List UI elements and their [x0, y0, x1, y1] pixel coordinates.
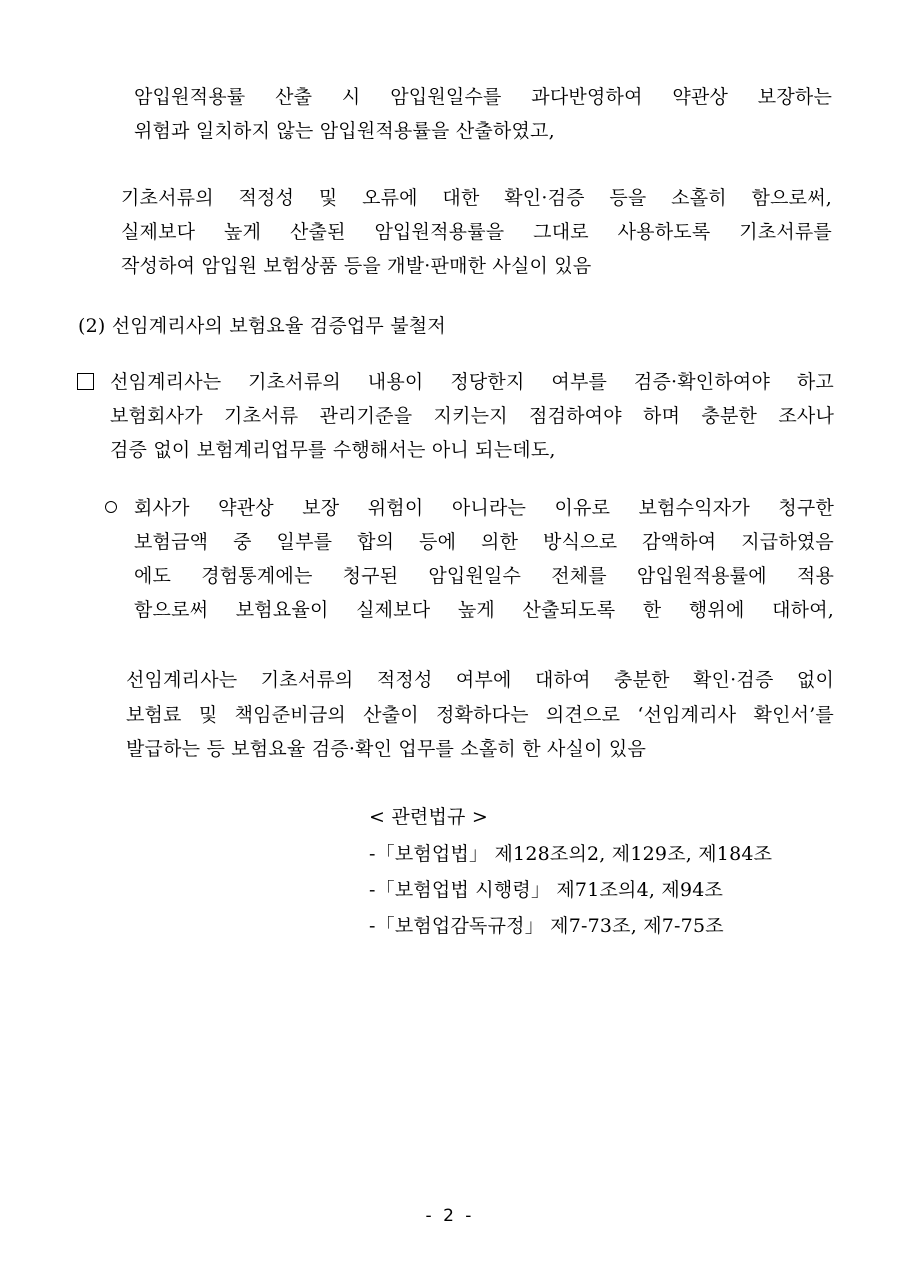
checkbox-bullet-icon	[77, 373, 94, 390]
para1-line1: 암입원적용률 산출 시 암입원일수를 과다반영하여 약관상 보장하는	[134, 86, 832, 108]
circle-item-line4: 함으로써 보험요율이 실제보다 높게 산출되도록 한 행위에 대하여,	[134, 599, 834, 621]
para3-line1: 선임계리사는 기초서류의 적정성 여부에 대하여 충분한 확인·검증 없이	[126, 669, 834, 691]
para3-line2: 보험료 및 책임준비금의 산출이 정확하다는 의견으로 ‘선임계리사 확인서’를	[126, 704, 834, 726]
para3-line3: 발급하는 등 보험요율 검증·확인 업무를 소홀히 한 사실이 있음	[126, 738, 647, 760]
circle-item-line3: 에도 경험통계에는 청구된 암입원일수 전체를 암입원적용률에 적용	[134, 565, 834, 587]
circle-item-line1: 회사가 약관상 보장 위험이 아니라는 이유로 보험수익자가 청구한	[134, 497, 834, 519]
para2-line2: 실제보다 높게 산출된 암입원적용률을 그대로 사용하도록 기초서류를	[121, 221, 832, 243]
para1-line2: 위험과 일치하지 않는 암입원적용률을 산출하였고,	[134, 120, 555, 142]
regulation-item: -「보험업감독규정」 제7-73조, 제7-75조	[369, 915, 724, 937]
para2-line3: 작성하여 암입원 보험상품 등을 개발·판매한 사실이 있음	[121, 255, 592, 277]
regulations-title: < 관련법규 >	[369, 806, 488, 828]
circle-item-line2: 보험금액 중 일부를 합의 등에 의한 방식으로 감액하여 지급하였음	[134, 531, 834, 553]
box-item-line1: 선임계리사는 기초서류의 내용이 정당한지 여부를 검증·확인하여야 하고	[110, 371, 834, 393]
para2-line1: 기초서류의 적정성 및 오류에 대한 확인·검증 등을 소홀히 함으로써,	[121, 187, 832, 209]
circle-bullet-icon	[105, 501, 117, 513]
section-heading: (2) 선임계리사의 보험요율 검증업무 불철저	[78, 315, 446, 337]
box-item-line2: 보험회사가 기초서류 관리기준을 지키는지 점검하여야 하며 충분한 조사나	[110, 405, 834, 427]
regulation-item: -「보험업법 시행령」 제71조의4, 제94조	[369, 879, 724, 901]
regulation-item: -「보험업법」 제128조의2, 제129조, 제184조	[369, 843, 773, 865]
page-number: - 2 -	[425, 1206, 475, 1226]
box-item-line3: 검증 없이 보험계리업무를 수행해서는 아니 되는데도,	[110, 439, 556, 461]
